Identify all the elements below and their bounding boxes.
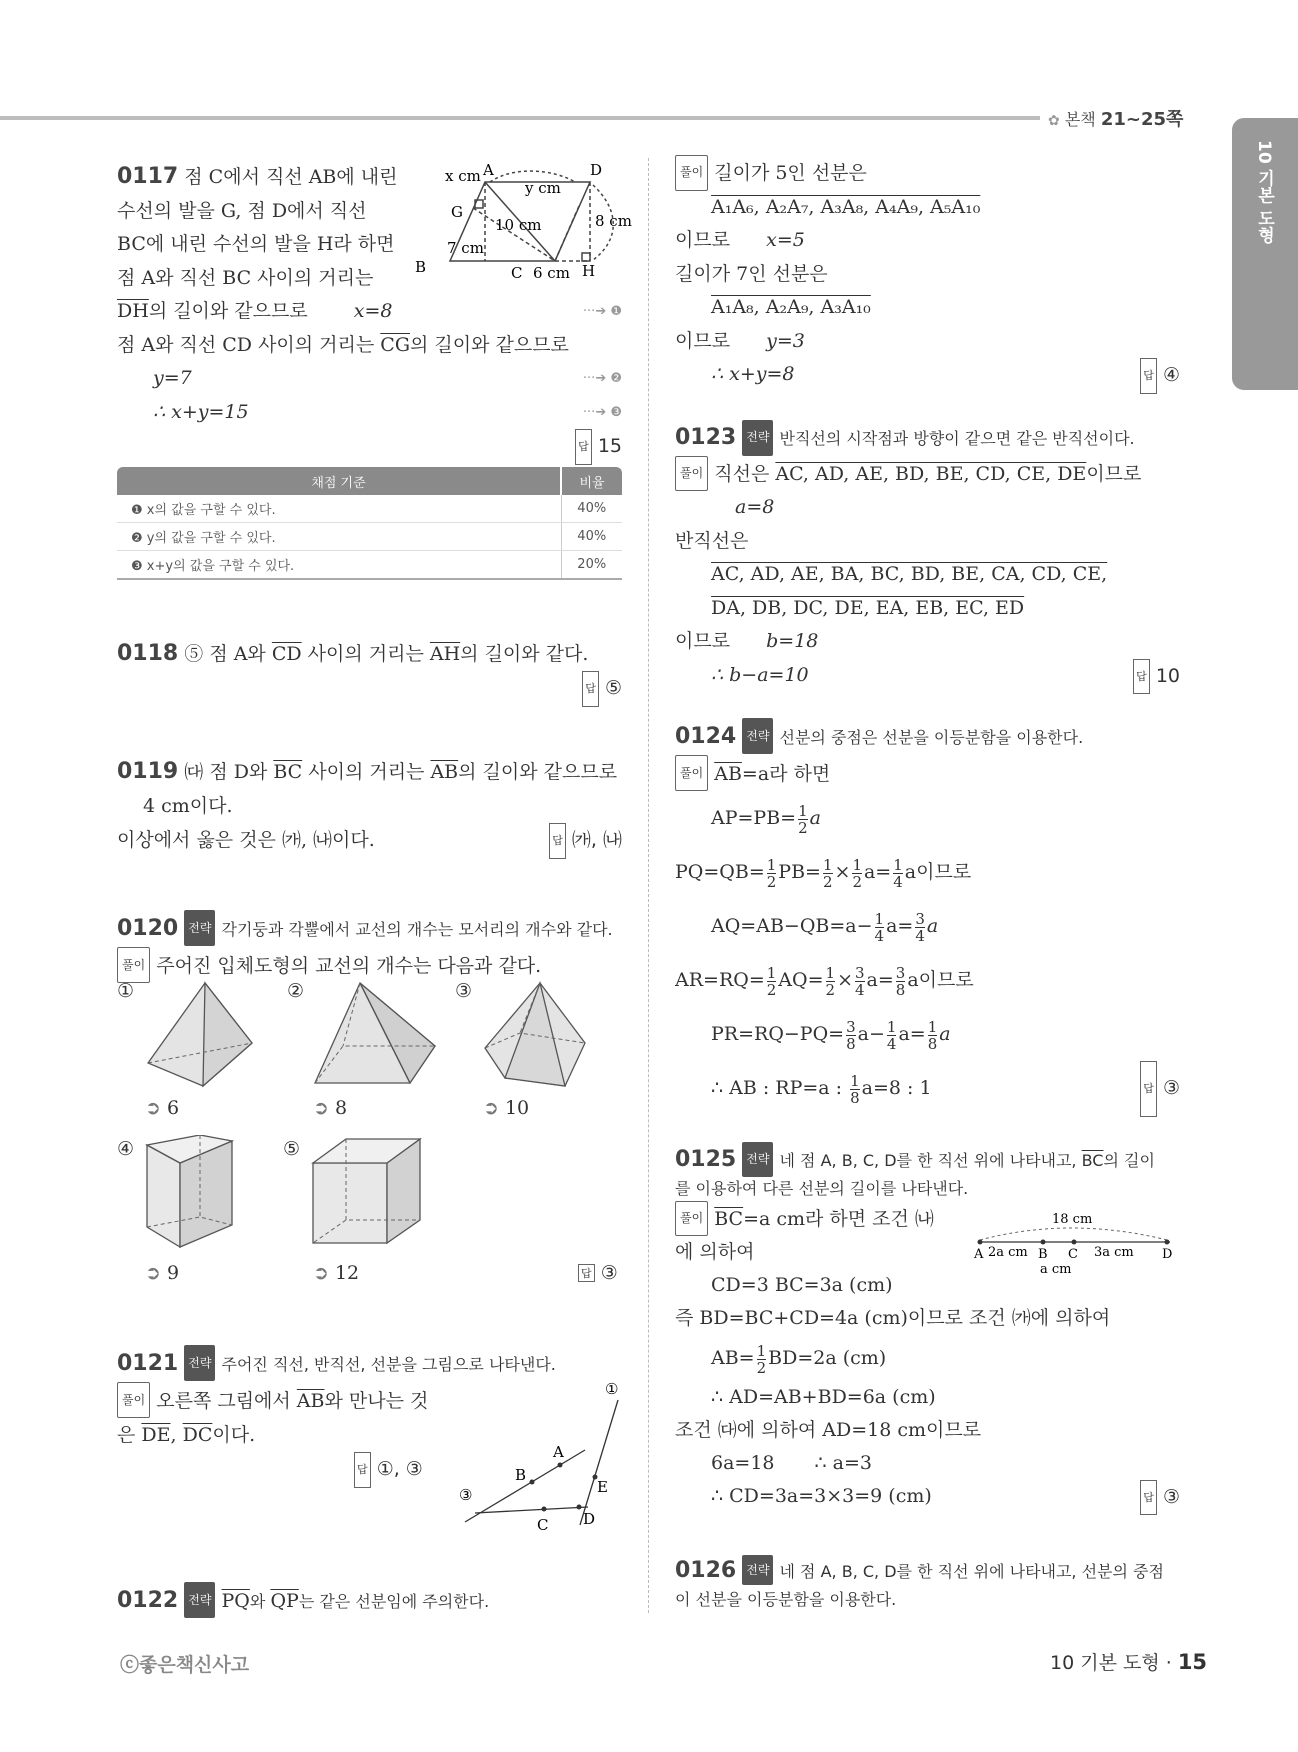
label-d: D	[583, 1510, 596, 1528]
text: 이므로	[675, 329, 731, 352]
text: 와	[249, 1592, 271, 1611]
solution-line: ∴ AD=AB+BD=6a (cm)	[711, 1386, 936, 1408]
cube	[310, 1135, 425, 1255]
numerator: 1	[798, 801, 808, 820]
solution-line: BC에 내린 수선의 발을 H라 하면	[117, 233, 395, 255]
denominator: 8	[927, 1034, 938, 1053]
arrow-circle-icon: ➲	[145, 1097, 161, 1119]
strategy-tag: 전략	[184, 1582, 215, 1618]
arrow-circle-icon: ➲	[313, 1097, 329, 1119]
equation: a=	[863, 861, 892, 883]
label-b: B	[515, 1466, 527, 1484]
denominator: 4	[915, 926, 925, 945]
count-3	[483, 1097, 529, 1119]
problem-number: 0119	[117, 759, 179, 784]
denominator: 8	[895, 980, 906, 999]
text: a이므로	[907, 969, 974, 991]
label-3: ③	[459, 1486, 473, 1504]
operator: ×	[834, 861, 851, 883]
text: 의 길이와 같다.	[460, 643, 589, 665]
text: 사이의 거리는	[302, 761, 431, 783]
equation: ∴ b−a=10	[711, 663, 809, 686]
problem-0122	[117, 1582, 489, 1619]
text: 점 A와 직선 CD 사이의 거리는	[117, 333, 381, 356]
label-18cm: 18 cm	[1052, 1212, 1093, 1227]
denominator: 2	[822, 872, 833, 891]
table-cell: 40%	[561, 523, 622, 551]
footer-page: 10 기본 도형 · 15	[1050, 1650, 1208, 1674]
triangular-prism	[140, 1135, 240, 1255]
numerator: 1	[766, 963, 777, 982]
label-x: x cm	[445, 167, 481, 185]
count-1	[145, 1097, 179, 1119]
problem-0125	[675, 1142, 1180, 1513]
segment: $\overline{PQ}$	[221, 1590, 250, 1612]
label-d: D	[590, 161, 603, 179]
table-cell: ❶ x의 값을 구할 수 있다.	[117, 495, 561, 523]
mark-1: ···➔ ❶	[582, 304, 622, 319]
equation: AR=RQ=	[675, 969, 765, 991]
line-symbol: $\overline{BC}$	[273, 761, 303, 783]
item-number: ③	[455, 980, 473, 1002]
solution-line: CD=3 BC=3a (cm)	[711, 1274, 893, 1296]
problem-0124	[675, 718, 1180, 1115]
segment: $\overline{BC}$	[1081, 1151, 1104, 1170]
count-value: 6	[166, 1097, 180, 1119]
denominator: 4	[874, 926, 885, 945]
numerator: 1	[893, 855, 903, 874]
problem-number: 0122	[117, 1588, 179, 1613]
equation: a=	[898, 1023, 926, 1045]
label-y: y cm	[525, 179, 561, 197]
problem-0120	[117, 910, 622, 983]
segment: $\overline{DH}$	[117, 300, 149, 322]
page-reference	[1048, 105, 1183, 131]
table-row	[117, 495, 622, 523]
equation: x=8	[353, 300, 393, 322]
ray-symbol: $\overline{AB}$	[296, 1390, 325, 1412]
number-line-figure	[970, 1210, 1180, 1280]
equation: PR=RQ−PQ=	[711, 1023, 845, 1045]
text: 은	[117, 1424, 142, 1446]
problem-0126	[675, 1555, 1180, 1614]
numerator: 1	[874, 909, 885, 928]
equation: 6a=18	[711, 1452, 775, 1474]
strategy-text: 각기둥과 각뿔에서 교선의 개수는 모서리의 개수와 같다.	[221, 920, 613, 939]
numerator: 1	[852, 855, 862, 874]
fraction	[855, 965, 865, 998]
strategy-tag: 전략	[184, 1345, 215, 1381]
count-2	[313, 1097, 347, 1119]
mark-3: ···➔ ❸	[582, 404, 622, 420]
equation: BD=2a (cm)	[768, 1347, 887, 1369]
fraction	[896, 965, 906, 998]
count-value: 8	[334, 1097, 348, 1119]
segment: $\overline{AH}$	[429, 643, 461, 665]
label-c: C	[1068, 1247, 1078, 1262]
fraction	[875, 911, 885, 944]
numerator: 3	[846, 1017, 856, 1036]
ray-symbol: $\overline{DC}$	[182, 1424, 213, 1446]
solution-line: 4 cm이다.	[143, 795, 233, 817]
answer-icon: 답	[1140, 1480, 1157, 1515]
solution-line: 주어진 입체도형의 교선의 개수는 다음과 같다.	[156, 955, 542, 977]
solution-line: 이상에서 옳은 것은 ㈎, ㈏이다.	[117, 829, 375, 851]
count-5	[313, 1262, 359, 1284]
fraction	[846, 1019, 856, 1052]
label-6cm: 6 cm	[533, 264, 570, 282]
numerator: 1	[766, 855, 777, 874]
item-number: ①	[117, 980, 135, 1002]
solution-line: 점 C에서 직선 AB에 내린	[184, 166, 398, 188]
label-2acm: 2a cm	[988, 1245, 1028, 1260]
label-c: C	[537, 1516, 549, 1534]
fraction	[823, 857, 833, 890]
text: 이므로	[1086, 462, 1142, 485]
fraction	[798, 803, 808, 836]
equation: a=8 : 1	[861, 1077, 932, 1099]
problem-number: 0123	[675, 425, 737, 450]
answer: ㈎, ㈏	[571, 829, 622, 851]
answer: 10	[1155, 664, 1180, 687]
answer: ①, ③	[376, 1458, 423, 1480]
label-10cm: 10 cm	[495, 216, 542, 234]
mark-2: ···➔ ❷	[582, 371, 622, 386]
text: 직선은	[714, 462, 776, 485]
text: 오른쪽 그림에서	[156, 1390, 297, 1412]
answer: ③	[1162, 1486, 1180, 1508]
answer-icon: 답	[354, 1452, 371, 1488]
count-4	[145, 1262, 179, 1284]
text: ,	[170, 1424, 183, 1446]
solution-tag: 풀이	[675, 155, 708, 191]
answer: ③	[1162, 1077, 1180, 1099]
answer-icon: 답	[1133, 659, 1150, 695]
equation: AB=	[711, 1347, 755, 1369]
pentagonal-pyramid	[480, 978, 600, 1093]
text: a이므로	[904, 861, 972, 883]
strategy-text: 의 길이	[1103, 1151, 1155, 1170]
equation: y=3	[766, 329, 805, 352]
solution-line: 반직선은	[675, 529, 749, 552]
solution-tag: 풀이	[675, 1201, 708, 1236]
denominator: 2	[798, 818, 808, 837]
solution-line: 즉 BD=BC+CD=4a (cm)이므로 조건 ㈎에 의하여	[675, 1307, 1111, 1329]
segments-list: A₁A₈, A₂A₉, A₃A₁₀	[711, 296, 871, 318]
text: ⑤ 점 A와	[184, 643, 272, 665]
fraction	[767, 965, 777, 998]
honeycomb-icon: ✿	[1048, 113, 1060, 129]
equation: x=5	[766, 229, 805, 251]
table-cell: ❸ x+y의 값을 구할 수 있다.	[117, 551, 561, 580]
segment: $\overline{BC}$	[714, 1208, 744, 1230]
strategy-text: 네 점 A, B, C, D를 한 직선 위에 나타내고,	[779, 1151, 1082, 1170]
denominator: 4	[893, 872, 903, 891]
count-value: 12	[334, 1262, 360, 1284]
denominator: 2	[852, 872, 862, 891]
rays-list: DA, DB, DC, DE, EA, EB, EC, ED	[711, 596, 1025, 619]
solution-line: 에 의하여	[675, 1241, 755, 1263]
label-acm: a cm	[1040, 1262, 1072, 1277]
label-3acm: 3a cm	[1094, 1245, 1134, 1260]
numerator: 1	[850, 1071, 860, 1090]
table-cell: 40%	[561, 495, 622, 523]
fraction	[852, 857, 862, 890]
mark-text: ❷	[610, 371, 622, 386]
table-cell: 20%	[561, 551, 622, 580]
lines-list: AC, AD, AE, BD, BE, CD, CE, DE	[775, 462, 1087, 485]
strategy-tag: 전략	[742, 1142, 773, 1177]
segment: $\overline{QP}$	[270, 1590, 299, 1612]
equation: a−	[857, 1023, 885, 1045]
arrow-circle-icon: ➲	[483, 1097, 499, 1119]
operator: ×	[837, 969, 853, 991]
answer: ④	[1162, 364, 1180, 386]
equation: AQ=AB−QB=a−	[711, 915, 873, 937]
text: =a cm라 하면 조건 ㈏	[743, 1208, 934, 1230]
ref-label: 본책	[1064, 110, 1096, 129]
denominator: 4	[854, 980, 865, 999]
label-b: B	[1038, 1247, 1048, 1262]
ray-symbol: $\overline{DE}$	[141, 1424, 171, 1446]
square-pyramid	[310, 978, 440, 1093]
text: 의 길이와 같으므로	[148, 300, 308, 322]
equation: ∴ a=3	[814, 1452, 872, 1474]
numerator: 3	[895, 963, 906, 982]
label-h: H	[582, 262, 596, 280]
strategy-text: 네 점 A, B, C, D를 한 직선 위에 나타내고, 선분의 중점	[779, 1562, 1164, 1581]
label-a: A	[483, 161, 494, 179]
solution-tag: 풀이	[117, 947, 150, 983]
solution-line: 수선의 발을 G, 점 D에서 직선	[117, 199, 367, 222]
ref-pages: 21~25쪽	[1100, 109, 1184, 130]
strategy-text: 이 선분을 이등분함을 이용한다.	[675, 1590, 897, 1609]
variable: a	[939, 1023, 951, 1045]
strategy-text: 반직선의 시작점과 방향이 같으면 같은 반직선이다.	[779, 429, 1135, 448]
strategy-text: 를 이용하여 다른 선분의 길이를 나타낸다.	[675, 1179, 969, 1198]
numerator: 1	[756, 1341, 767, 1360]
denominator: 8	[846, 1034, 856, 1053]
table-cell: ❷ y의 값을 구할 수 있다.	[117, 523, 561, 551]
fraction	[887, 1019, 897, 1052]
answer: 15	[597, 435, 622, 457]
solution-line: 길이가 7인 선분은	[675, 262, 828, 285]
answer-icon: 답	[549, 823, 566, 859]
strategy-tag: 전략	[742, 420, 773, 456]
problem-number: 0118	[117, 641, 179, 666]
equation: ∴ AB : RP=a :	[711, 1077, 849, 1099]
strategy-tag: 전략	[742, 718, 773, 754]
equation: y=7	[153, 367, 192, 389]
segment: $\overline{CG}$	[380, 333, 410, 356]
fraction	[757, 1343, 767, 1376]
equation: AP=PB=	[711, 807, 797, 829]
table-header: 채점 기준	[117, 467, 561, 495]
item-number: ②	[287, 980, 305, 1002]
header-rule	[0, 116, 1040, 120]
fraction	[928, 1019, 938, 1052]
segment: $\overline{AB}$	[714, 763, 742, 785]
numerator: 1	[886, 1017, 897, 1036]
count-value: 10	[504, 1097, 530, 1119]
denominator: 8	[850, 1088, 860, 1107]
answer-icon: 답	[578, 1264, 595, 1282]
answer-icon: 답	[575, 429, 592, 465]
rays-list: AC, AD, AE, BA, BC, BD, BE, CA, CD, CE,	[711, 563, 1108, 585]
chapter-tab-label: 10 기본 도형	[1254, 140, 1274, 244]
problem-0122-solution	[675, 155, 1180, 392]
fraction	[826, 965, 836, 998]
answer: ③	[600, 1262, 618, 1284]
problem-0119	[117, 755, 622, 857]
strategy-text: 주어진 직선, 반직선, 선분을 그림으로 나타낸다.	[221, 1355, 556, 1374]
denominator: 2	[756, 1358, 767, 1377]
arrow-circle-icon: ➲	[313, 1262, 329, 1284]
text: 이므로	[675, 630, 731, 652]
label-d: D	[1162, 1247, 1173, 1262]
text: 의 길이와 같으므로	[410, 333, 569, 356]
numerator: 1	[825, 963, 836, 982]
equation: AQ=	[778, 969, 824, 991]
solution-tag: 풀이	[675, 755, 708, 791]
label-c: C	[511, 264, 523, 282]
solution-line: 조건 ㈐에 의하여 AD=18 cm이므로	[675, 1419, 982, 1441]
variable: a	[926, 915, 939, 937]
answer-0120	[578, 1262, 618, 1284]
problem-number: 0125	[675, 1147, 737, 1172]
arrow-circle-icon: ➲	[145, 1262, 161, 1284]
strategy-tag: 전략	[742, 1555, 773, 1585]
segments-list: A₁A₆, A₂A₇, A₃A₈, A₄A₉, A₅A₁₀	[711, 195, 981, 218]
segment: $\overline{AB}$	[430, 761, 459, 783]
numerator: 1	[927, 1017, 938, 1036]
label-1: ①	[605, 1380, 619, 1398]
equation: a=8	[735, 496, 775, 518]
text: 사이의 거리는	[301, 643, 430, 665]
column-divider	[648, 158, 649, 1613]
text: =a라 하면	[741, 763, 831, 785]
fraction	[850, 1073, 860, 1106]
problem-number: 0124	[675, 724, 737, 749]
problem-number: 0121	[117, 1351, 179, 1376]
fraction	[893, 857, 903, 890]
solution-tag: 풀이	[675, 456, 708, 492]
label-7cm: 7 cm	[447, 239, 484, 257]
item-number: ④	[117, 1138, 135, 1160]
equation: PB=	[778, 861, 821, 883]
denominator: 2	[766, 872, 777, 891]
fraction	[767, 857, 777, 890]
equation: PQ=QB=	[675, 861, 765, 883]
item-number: ⑤	[283, 1138, 301, 1160]
denominator: 2	[825, 980, 836, 999]
denominator: 4	[886, 1034, 897, 1053]
page-number: 15	[1177, 1650, 1208, 1674]
denominator: 2	[766, 980, 777, 999]
text: 와 만나는 것	[324, 1390, 429, 1412]
line-symbol: $\overline{CD}$	[271, 643, 302, 665]
numerator: 3	[915, 909, 925, 928]
numerator: 1	[822, 855, 833, 874]
table-header: 비율	[561, 467, 622, 495]
label-a: A	[553, 1443, 564, 1461]
label-a: A	[974, 1247, 984, 1262]
grading-table	[117, 467, 622, 580]
problem-number: 0117	[117, 164, 179, 189]
equation: a=	[886, 915, 914, 937]
parallelogram-figure	[415, 160, 640, 285]
label-e: E	[597, 1478, 608, 1496]
strategy-text: 선분의 중점은 선분을 이등분함을 이용한다.	[779, 728, 1084, 747]
problem-0123	[675, 420, 1180, 692]
table-row	[117, 551, 622, 580]
solution-tag: 풀이	[117, 1382, 150, 1418]
label-8cm: 8 cm	[595, 212, 632, 230]
count-value: 9	[166, 1262, 180, 1284]
text: ㈐ 점 D와	[184, 761, 274, 783]
solution-line: 길이가 5인 선분은	[714, 162, 867, 184]
fraction	[915, 911, 925, 944]
label-g: G	[451, 203, 463, 221]
variable: a	[809, 807, 821, 829]
equation: ∴ x+y=8	[711, 363, 795, 385]
chapter-side-tab	[1232, 118, 1298, 390]
answer-icon: 답	[1140, 1061, 1157, 1117]
text: 이므로	[675, 229, 731, 251]
triangular-pyramid	[140, 978, 270, 1093]
problem-number: 0120	[117, 916, 179, 941]
problem-number: 0126	[675, 1558, 737, 1583]
text: 는 같은 선분임에 주의한다.	[298, 1592, 490, 1611]
solution-line: 점 A와 직선 BC 사이의 거리는	[117, 266, 374, 289]
publisher-logo: ⓒ좋은책신사고	[120, 1654, 250, 1676]
equation: b=18	[766, 630, 819, 652]
table-row	[117, 523, 622, 551]
equation: ∴ CD=3a=3×3=9 (cm)	[711, 1485, 932, 1507]
label-b: B	[415, 258, 427, 276]
text: 의 길이와 같으므로	[458, 761, 618, 783]
answer-icon: 답	[582, 671, 599, 707]
answer-icon: 답	[1140, 358, 1157, 394]
numerator: 3	[854, 963, 865, 982]
strategy-tag: 전략	[184, 910, 215, 946]
footer-chapter: 10 기본 도형	[1050, 1652, 1160, 1674]
equation: ∴ x+y=15	[153, 400, 249, 423]
answer: ⑤	[604, 677, 622, 699]
lines-figure	[455, 1380, 635, 1540]
mark-text: ❶	[610, 304, 622, 319]
problem-0118	[117, 637, 622, 707]
equation: a=	[866, 969, 894, 991]
text: 이다.	[212, 1424, 256, 1446]
mark-text: ❸	[610, 404, 622, 420]
